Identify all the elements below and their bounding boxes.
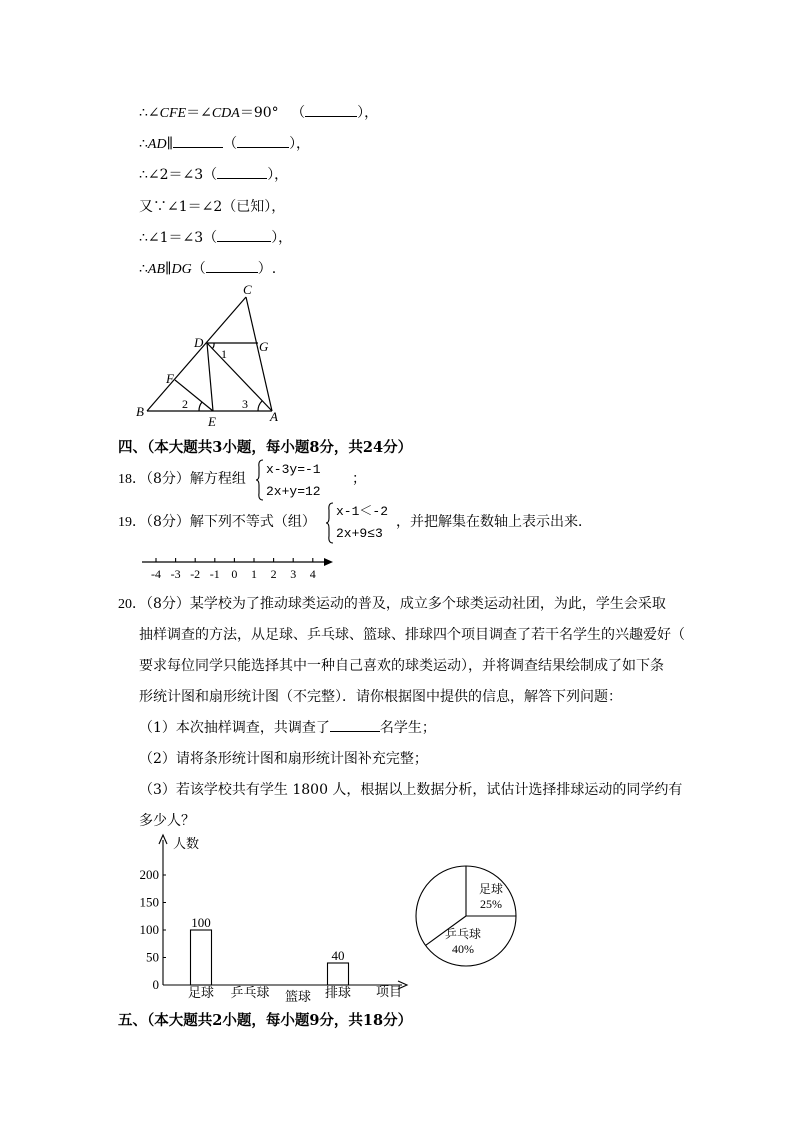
inequality-1: x-1＜-2 [336,504,389,519]
label-e: E [208,414,216,429]
pie-slice-percent: 25% [480,897,502,911]
pie-slice-percent: 40% [452,942,474,956]
segment-ca [246,297,272,411]
number-line-tick-label: 3 [290,567,297,581]
proof-line-4: 又∵∠1＝∠2（已知）， [139,199,286,215]
answer-blank[interactable] [206,260,258,273]
number-line-tick-label: 4 [309,567,316,581]
y-tick-label: 0 [152,977,159,992]
y-tick-label: 150 [139,894,159,910]
category-label: 乒乓球 [230,985,270,1000]
label-c: C [243,282,252,297]
question-20-sub-3b: 多少人？ [139,813,195,829]
number-line[interactable] [140,552,340,582]
proof-line-6: ∴AB∥DG（ ）. [139,261,277,277]
question-20-line-1: 20．（8分）某学校为了推动球类运动的普及，成立多个球类运动社团，为此，学生会采取 [118,596,666,612]
question-20-sub-3a: （3）若该学校共有学生 1800 人，根据以上数据分析，试估计选择排球运动的同学约有 [139,782,683,798]
bar-chart [130,830,420,1010]
question-19: 19．（8分）解下列不等式（组） [118,514,316,530]
label-g: G [259,339,269,354]
question-20-line-2: 抽样调查的方法，从足球、乒乓球、篮球、排球四个项目调查了若干名学生的兴趣爱好（ [139,627,685,643]
proof-line-1: ∴∠CFE＝∠CDA＝90° （ ）， [139,105,379,121]
q18-end: ； [352,471,366,487]
question-20-sub-2: （2）请将条形统计图和扇形统计图补充完整； [139,751,428,767]
y-tick-label: 100 [139,922,159,937]
y-axis-label: 人数 [173,836,200,851]
q19-end: ，并把解集在数轴上表示出来． [396,514,592,530]
section-4-title: 四、（本大题共3小题，每小题8分，共24分） [118,439,413,456]
category-label: 足球 [187,985,215,1000]
segment-de [207,343,213,411]
answer-blank[interactable] [217,166,267,179]
inequality-2: 2x+9≤3 [336,526,383,541]
bar [191,930,212,985]
question-18: 18．（8分）解方程组 [118,471,246,487]
segment-fe [175,380,213,411]
angle-label-2: 2 [182,397,188,411]
bar-value-label: 100 [191,915,211,930]
category-label: 排球 [324,985,352,1000]
number-line-tick-label: 0 [231,567,238,581]
angle-label-1: 1 [221,347,227,361]
number-line-tick-label: -1 [209,567,220,581]
pie-slice-label: 乒乓球 [444,927,482,941]
answer-blank[interactable] [305,104,357,117]
answer-blank[interactable] [173,135,223,148]
triangle-figure [130,280,300,430]
number-line-tick-label: -3 [170,567,181,581]
y-tick-label: 200 [139,867,159,882]
label-a: A [270,409,278,424]
bar [328,963,349,985]
question-20-line-4: 形统计图和扇形统计图（不完整）．请你根据图中提供的信息，解答下列问题： [139,689,622,705]
label-d: D [194,335,204,350]
proof-line-3: ∴∠2＝∠3（ ）， [139,167,289,183]
section-5-title: 五、（本大题共2小题，每小题9分，共18分） [118,1012,413,1029]
label-b: B [136,404,144,419]
proof-line-2: ∴AD∥ （ ）， [139,136,311,152]
angle-mark-3 [258,401,262,411]
number-line-tick-label: -2 [190,567,201,581]
pie-chart [415,863,525,973]
answer-blank[interactable] [237,135,289,148]
category-label: 篮球 [284,989,312,1004]
y-tick-label: 50 [146,949,159,965]
proof-line-5: ∴∠1＝∠3（ ）， [139,230,293,246]
angle-label-3: 3 [242,397,248,411]
bar-value-label: 40 [331,948,345,963]
x-axis-label: 项目 [376,984,403,999]
pie-slice-label: 足球 [478,882,504,896]
number-line-arrow [324,558,333,566]
segment-cb [147,297,246,411]
number-line-tick-label: 2 [270,567,277,581]
brace-19 [325,502,335,544]
question-20-line-3: 要求每位同学只能选择其中一种自己喜欢的球类运动），并将调查结果绘制成了如下条 [139,658,664,674]
equation-1: x-3y=-1 [266,462,321,477]
label-f: F [166,371,174,386]
equation-2: 2x+y=12 [266,484,321,499]
number-line-tick-label: -4 [151,567,161,581]
number-line-tick-label: 1 [251,567,257,581]
angle-mark-1 [212,343,214,349]
question-20-sub-1: （1）本次抽样调查，共调查了 名学生； [139,720,436,736]
angle-mark-2 [199,402,202,411]
answer-blank[interactable] [217,229,271,242]
brace-18 [255,459,265,501]
answer-blank[interactable] [330,719,380,732]
